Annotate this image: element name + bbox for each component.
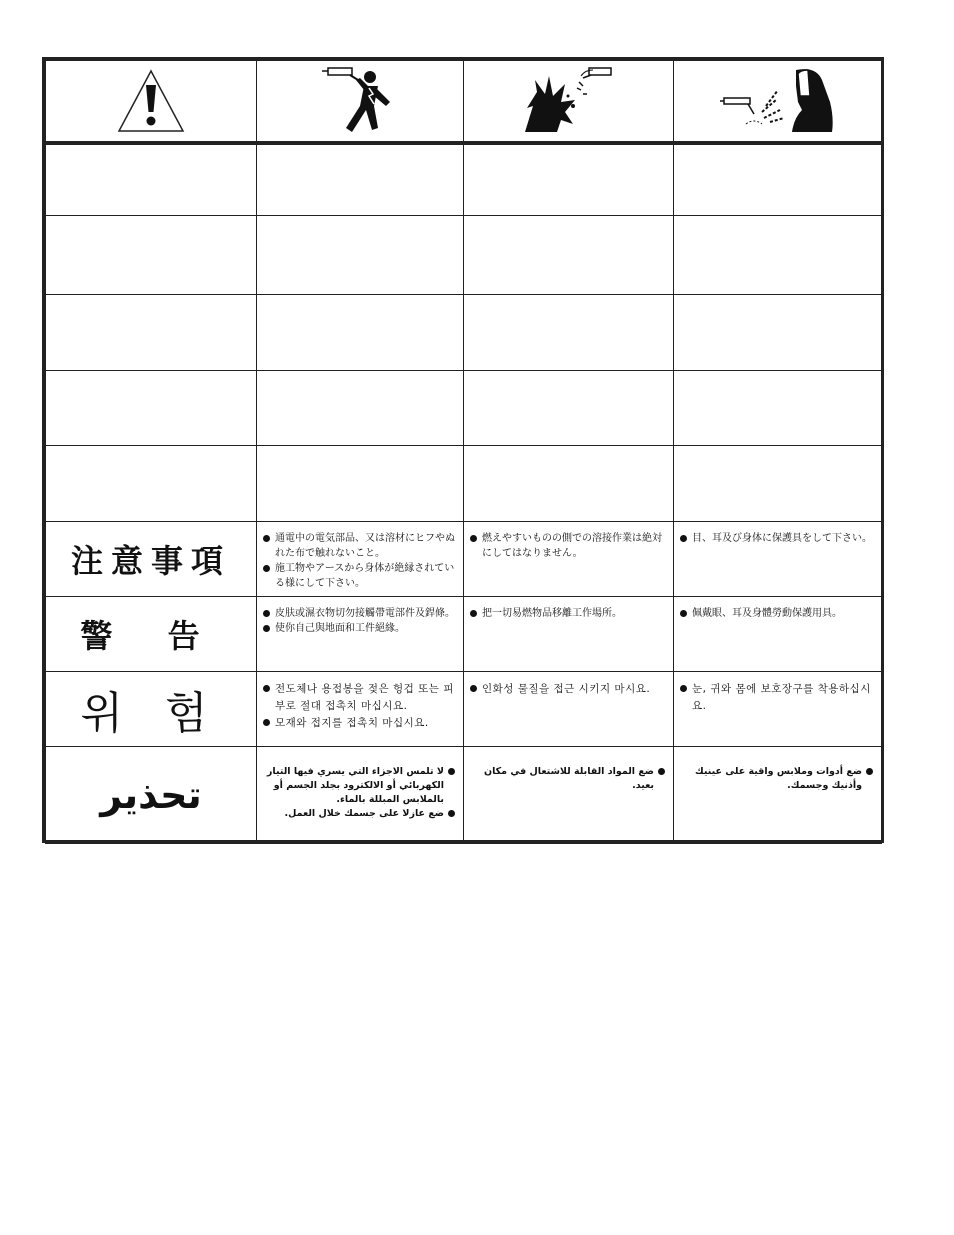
korean-fire-cell <box>464 671 674 746</box>
chinese-label-cell <box>46 596 257 671</box>
arabic-label-cell <box>46 746 257 843</box>
warning-triangle-icon <box>116 68 186 134</box>
warning-table <box>42 57 884 843</box>
eye-protection-cell <box>674 61 882 144</box>
shock-cell <box>257 61 464 144</box>
list-item: 施工物やアースから身体が絶縁されている様にして下さい。 <box>263 561 455 591</box>
icon-row <box>46 61 882 144</box>
bullet-icon <box>470 685 477 692</box>
chinese-shock-cell <box>257 596 464 671</box>
bullet-icon <box>680 610 687 617</box>
eye-protection-icon <box>718 66 838 136</box>
blank-row <box>46 445 882 521</box>
bullet-icon <box>263 719 270 726</box>
list-item: 인화성 물질을 접근 시키지 마시요. <box>470 681 665 698</box>
bullet-icon <box>263 535 270 542</box>
bullet-icon <box>263 610 270 617</box>
list-item: لا تلمس الاجزاء التي يسري فيها التيار الكهربائي أو الالكترود بجلد الجسم أو بالملابس المبللة بالماء. <box>265 765 455 807</box>
japanese-row <box>46 521 882 596</box>
list-item: ضع عازلا على جسمك خلال العمل. <box>265 807 455 821</box>
list-item: ضع أدوات وملابس واقية على عينيك وأذنيك وجسمك. <box>682 765 873 793</box>
korean-row <box>46 671 882 746</box>
bullet-icon <box>680 685 687 692</box>
chinese-row <box>46 596 882 671</box>
fire-cell <box>464 61 674 144</box>
bullet-icon <box>866 768 873 775</box>
arabic-fire-cell <box>464 746 674 843</box>
list-item: ضع المواد القابلة للاشتعال في مكان بعيد. <box>472 765 665 793</box>
blank-row <box>46 143 882 215</box>
warning-cell <box>46 61 257 144</box>
bullet-icon <box>680 535 687 542</box>
chinese-eye-cell <box>674 596 882 671</box>
korean-eye-cell <box>674 671 882 746</box>
korean-shock-cell <box>257 671 464 746</box>
electric-shock-icon <box>320 66 400 136</box>
arabic-row <box>46 746 882 843</box>
blank-row <box>46 370 882 445</box>
bullet-icon <box>448 768 455 775</box>
list-item: 燃えやすいものの側での溶接作業は絶対にしてはなりません。 <box>470 531 665 561</box>
arabic-eye-cell <box>674 746 882 843</box>
japanese-shock-cell <box>257 521 464 596</box>
list-item: 모재와 접지를 접촉치 마십시요. <box>263 715 455 732</box>
korean-label-cell <box>46 671 257 746</box>
bullet-icon <box>263 565 270 572</box>
bullet-icon <box>470 610 477 617</box>
bullet-icon <box>263 625 270 632</box>
bullet-icon <box>470 535 477 542</box>
list-item: 把一切易燃物品移離工作場所。 <box>470 606 665 621</box>
japanese-eye-cell <box>674 521 882 596</box>
list-item: 目、耳及び身体に保護具をして下さい。 <box>680 531 873 546</box>
fire-explosion-icon <box>521 66 617 136</box>
bullet-icon <box>448 810 455 817</box>
list-item: 通電中の電気部品、又は溶材にヒフやぬれた布で触れないこと。 <box>263 531 455 561</box>
list-item: 皮肤或濕衣物切勿接觸帶電部件及銲條。 <box>263 606 455 621</box>
blank-row <box>46 294 882 370</box>
arabic-label: تحذير <box>100 772 202 817</box>
japanese-label: 注意事項 <box>70 541 231 580</box>
list-item: 使你自己與地面和工件絕緣。 <box>263 621 455 636</box>
japanese-fire-cell <box>464 521 674 596</box>
blank-row <box>46 215 882 294</box>
japanese-label-cell <box>46 521 257 596</box>
bullet-icon <box>263 685 270 692</box>
list-item: 佩戴眼、耳及身體勞動保護用具。 <box>680 606 873 621</box>
arabic-shock-cell <box>257 746 464 843</box>
bullet-icon <box>658 768 665 775</box>
list-item: 전도체나 용접봉을 젖은 헝겁 또는 피부로 절대 접촉치 마십시요. <box>263 681 455 715</box>
korean-label: 위 험 <box>80 687 222 739</box>
hazard-grid <box>45 60 882 844</box>
list-item: 눈, 귀와 몸에 보호장구를 착용하십시요. <box>680 681 873 715</box>
chinese-label: 警 告 <box>80 616 222 655</box>
chinese-fire-cell <box>464 596 674 671</box>
